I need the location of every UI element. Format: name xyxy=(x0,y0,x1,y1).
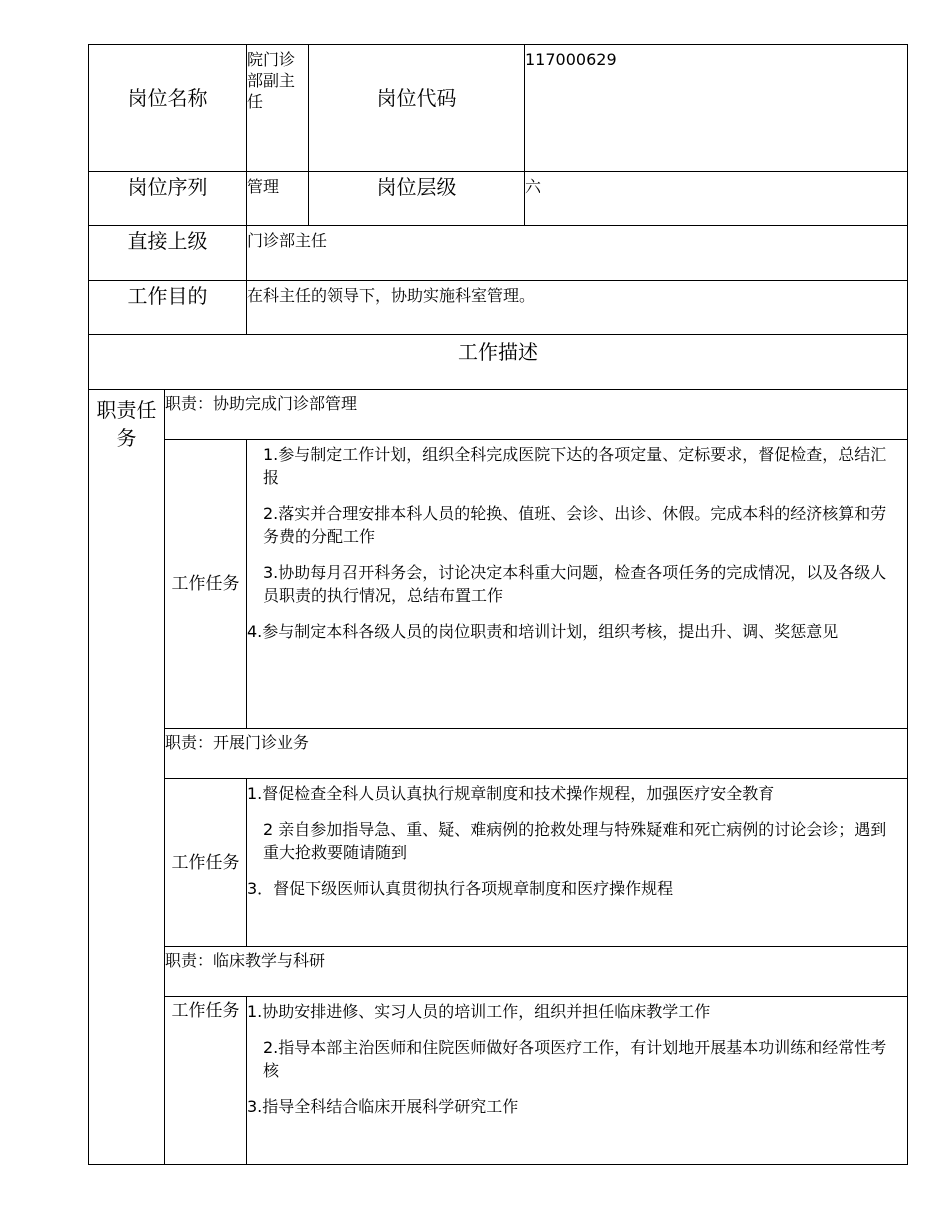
row-post-name xyxy=(89,45,908,172)
duty-row xyxy=(89,390,908,440)
task-item: 3．督促下级医师认真贯彻执行各项规章制度和医疗操作规程 xyxy=(247,879,674,898)
task-label: 工作任务 xyxy=(165,440,247,729)
duty-row xyxy=(89,729,908,779)
task-item: 2.落实并合理安排本科人员的轮换、值班、会诊、出诊、休假。完成本科的经济核算和劳务费的分配工作 xyxy=(263,504,887,546)
description-title: 工作描述 xyxy=(89,335,908,390)
task-list xyxy=(247,779,908,947)
task-row xyxy=(89,779,908,947)
row-purpose xyxy=(89,281,908,335)
task-item: 1.参与制定工作计划，组织全科完成医院下达的各项定量、定标要求，督促检查，总结汇报 xyxy=(263,445,887,487)
post-level-label: 岗位层级 xyxy=(309,172,525,226)
duty-title: 职责：协助完成门诊部管理 xyxy=(165,390,908,440)
task-item: 1.协助安排进修、实习人员的培训工作，组织并担任临床教学工作 xyxy=(247,1002,711,1021)
post-level-value: 六 xyxy=(525,172,908,226)
post-code-label: 岗位代码 xyxy=(309,45,525,172)
post-name-label: 岗位名称 xyxy=(89,45,247,172)
post-series-label: 岗位序列 xyxy=(89,172,247,226)
row-superior xyxy=(89,226,908,281)
responsibility-label: 职责任务 xyxy=(89,390,165,1165)
task-item: 1.督促检查全科人员认真执行规章制度和技术操作规程，加强医疗安全教育 xyxy=(247,784,775,803)
task-item: 2 亲自参加指导急、重、疑、难病例的抢救处理与特殊疑难和死亡病例的讨论会诊；遇到重大抢救要随请随到 xyxy=(263,820,887,862)
superior-label: 直接上级 xyxy=(89,226,247,281)
duty-title: 职责：临床教学与科研 xyxy=(165,947,908,997)
purpose-value: 在科主任的领导下，协助实施科室管理。 xyxy=(247,281,908,335)
task-row xyxy=(89,440,908,729)
duty-title: 职责：开展门诊业务 xyxy=(165,729,908,779)
task-item: 3.指导全科结合临床开展科学研究工作 xyxy=(247,1097,519,1116)
post-name-value: 院门诊部副主任 xyxy=(247,45,309,172)
post-series-value: 管理 xyxy=(247,172,309,226)
task-item: 3.协助每月召开科务会，讨论决定本科重大问题，检查各项任务的完成情况，以及各级人员职责的执行情况，总结布置工作 xyxy=(263,563,887,605)
task-list xyxy=(247,440,908,729)
task-item: 4.参与制定本科各级人员的岗位职责和培训计划，组织考核，提出升、调、奖惩意见 xyxy=(247,622,839,641)
superior-value: 门诊部主任 xyxy=(247,226,908,281)
row-description-title xyxy=(89,335,908,390)
task-label: 工作任务 xyxy=(165,997,247,1165)
purpose-label: 工作目的 xyxy=(89,281,247,335)
job-description-table xyxy=(88,44,908,1165)
task-item: 2.指导本部主治医师和住院医师做好各项医疗工作，有计划地开展基本功训练和经常性考核 xyxy=(263,1038,887,1080)
task-list xyxy=(247,997,908,1165)
row-post-series xyxy=(89,172,908,226)
post-code-value: 117000629 xyxy=(525,45,908,172)
duty-row xyxy=(89,947,908,997)
task-row xyxy=(89,997,908,1165)
task-label: 工作任务 xyxy=(165,779,247,947)
